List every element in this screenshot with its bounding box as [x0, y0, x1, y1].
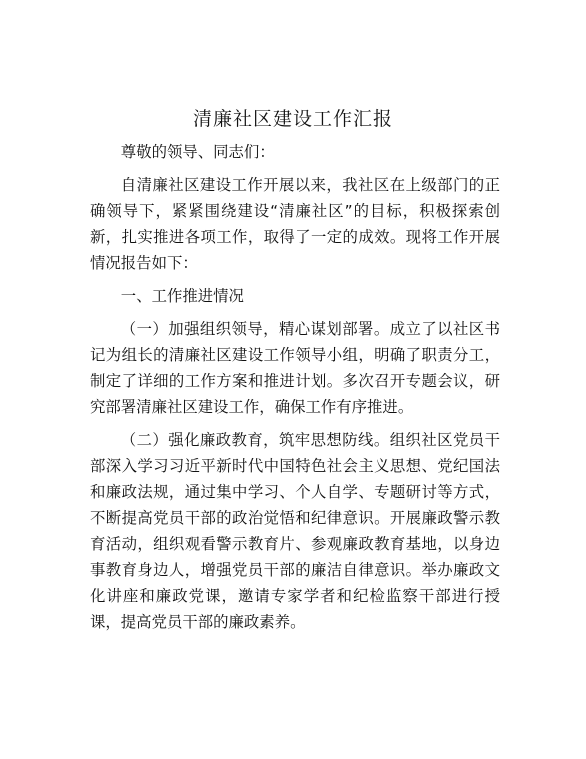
salutation: 尊敬的领导、同志们：	[120, 143, 275, 161]
document-title: 清廉社区建设工作汇报	[192, 108, 393, 130]
document-body	[90, 139, 500, 635]
paragraph-education: （二）强化廉政教育，筑牢思想防线。组织社区党员干部深入学习习近平新时代中国特色社会主义思想、党纪国法和廉政法规，通过集中学习、个人自学、专题研讨等方式，不断提高党员干部的政治觉悟和纪律意识。开展廉政警示教育活动，组织观看警示教育片、参观廉政教育基地，以身边事教育身边人，增强党员干部的廉洁自律意识。举办廉政文化讲座和廉政党课，邀请专家学者和纪检监察干部进行授课，提高党员干部的廉政素养。	[90, 431, 500, 631]
section-heading: 一、工作推进情况	[120, 287, 244, 305]
paragraph-intro: 自清廉社区建设工作开展以来，我社区在上级部门的正确领导下，紧紧围绕建设“清廉社区”的目标，积极探索创新，扎实推进各项工作，取得了一定的成效。现将工作开展情况报告如下：	[90, 176, 500, 272]
paragraph-organization: （一）加强组织领导，精心谋划部署。成立了以社区书记为组长的清廉社区建设工作领导小组，明确了职责分工，制定了详细的工作方案和推进计划。多次召开专题会议，研究部署清廉社区建设工作，确保工作有序推进。	[90, 320, 500, 416]
